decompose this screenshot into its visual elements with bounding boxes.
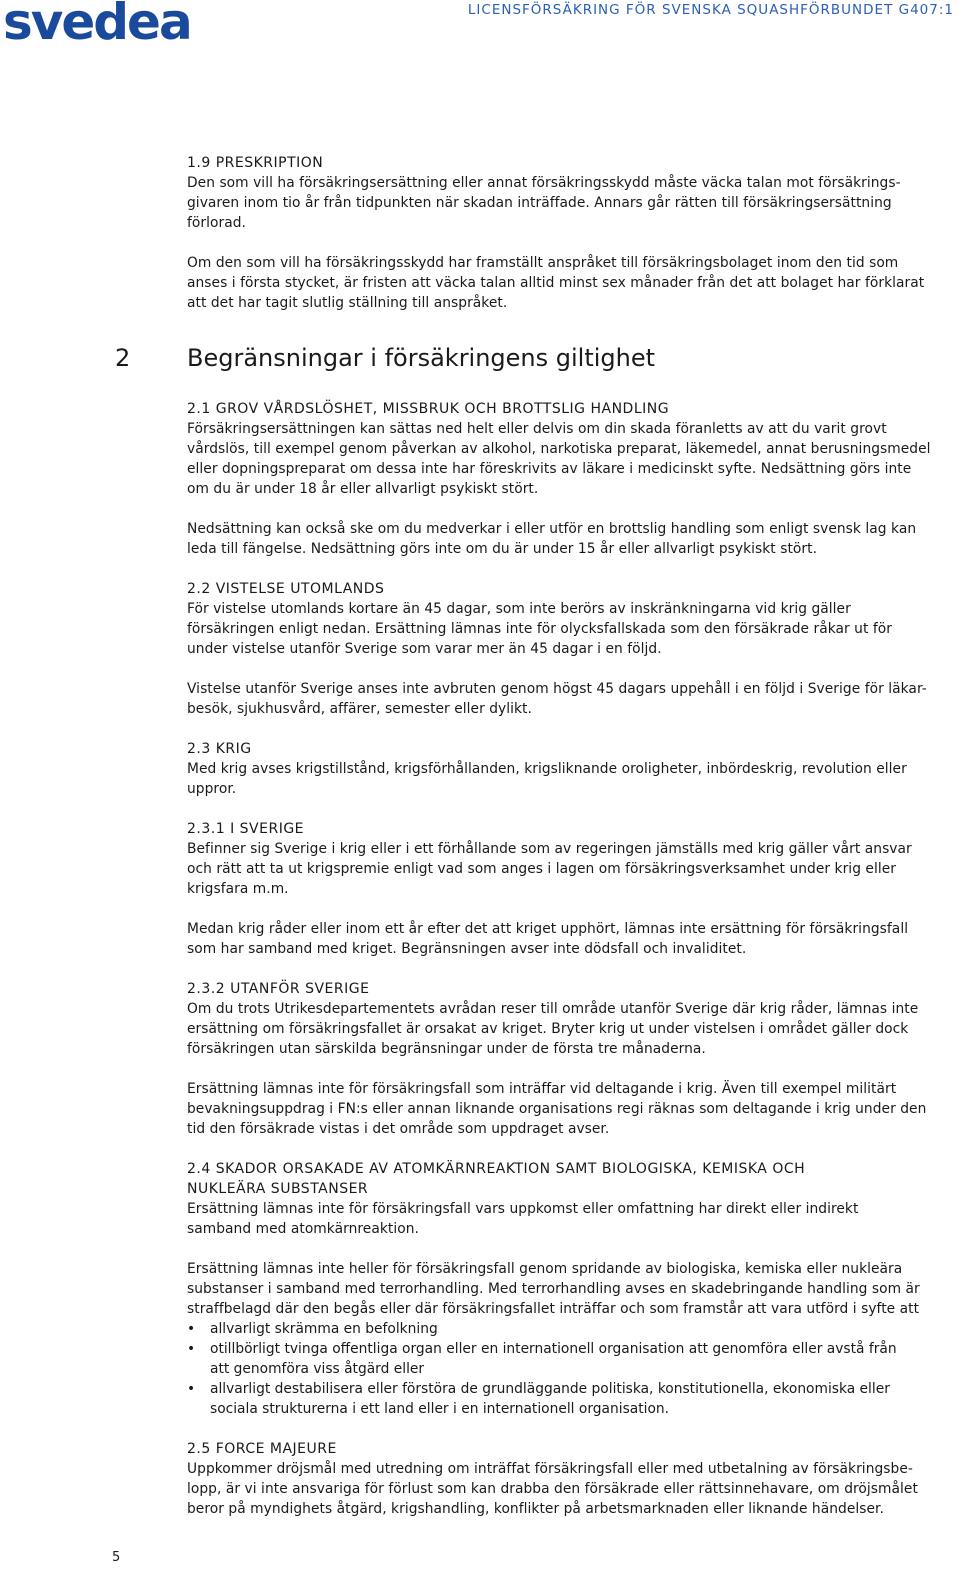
chapter-number: 2 (115, 344, 131, 372)
bullet-icon: • (187, 1341, 196, 1357)
paragraph (187, 759, 947, 799)
text-line: Ersättning lämnas inte heller för försäkringsfall genom spridande av biologiska, kemiska eller nukleära (187, 1261, 903, 1277)
section-heading-2-3: 2.3 KRIG (187, 741, 252, 757)
svedea-logo: svedea (3, 0, 191, 51)
section-heading-2-3-2: 2.3.2 UTANFÖR SVERIGE (187, 981, 370, 997)
text-line: och rätt att ta ut krigspremie enligt vad som anges i lagen om försäkringsverksamhet under krig eller (187, 861, 896, 877)
text-line: Vistelse utanför Sverige anses inte avbruten genom högst 45 dagars uppehåll i en följd i Sverige för läkar- (187, 681, 927, 697)
text-line: Medan krig råder eller inom ett år efter det att kriget upphört, lämnas inte ersättning för försäkringsfall (187, 921, 909, 937)
paragraph (187, 1199, 947, 1239)
paragraph (187, 419, 947, 499)
text-line: Ersättning lämnas inte för försäkringsfall vars uppkomst eller omfattning har direkt eller indirekt (187, 1201, 859, 1217)
document-body (115, 153, 947, 1519)
text-line: tid den försäkrade vistas i det område som uppdraget avser. (187, 1121, 610, 1137)
text-line: som har samband med kriget. Begränsningen avser inte dödsfall och invaliditet. (187, 941, 747, 957)
section-heading-1-9: 1.9 PRESKRIPTION (187, 155, 324, 171)
text-line: förlorad. (187, 215, 246, 231)
text-line: Den som vill ha försäkringsersättning eller annat försäkringsskydd måste väcka talan mot försäkrings- (187, 175, 901, 191)
section-heading-2-1: 2.1 GROV VÅRDSLÖSHET, MISSBRUK OCH BROTTSLIG HANDLING (187, 401, 670, 417)
chapter-heading (115, 341, 947, 375)
text-line: under vistelse utanför Sverige som varar mer än 45 dagar i en följd. (187, 641, 662, 657)
chapter-title: Begränsningar i försäkringens giltighet (187, 344, 656, 372)
list-item (187, 1339, 947, 1379)
text-line: substanser i samband med terrorhandling. Med terrorhandling avses en skadebringande handling som är (187, 1281, 920, 1297)
paragraph (187, 1259, 947, 1319)
text-line: sociala strukturerna i ett land eller i en internationell organisation. (210, 1401, 670, 1417)
text-line: beror på myndighets åtgärd, krigshandling, konflikter på arbetsmarknaden eller liknande händelser. (187, 1501, 884, 1517)
text-line: samband med atomkärnreaktion. (187, 1221, 419, 1237)
text-line: Om du trots Utrikesdepartementets avrådan reser till område utanför Sverige där krig råder, lämnas inte (187, 1001, 919, 1017)
text-line: För vistelse utomlands kortare än 45 dagar, som inte berörs av inskränkningarna vid krig gäller (187, 601, 851, 617)
list-item (187, 1379, 947, 1419)
paragraph (187, 599, 947, 659)
text-line: besök, sjukhusvård, affärer, semester eller dylikt. (187, 701, 532, 717)
text-line: givaren inom tio år från tidpunkten när skadan inträffade. Annars går rätten till försäkringsersättning (187, 195, 892, 211)
text-line: krigsfara m.m. (187, 881, 289, 897)
paragraph (187, 1459, 947, 1519)
list-item (187, 1319, 947, 1339)
text-line: Med krig avses krigstillstånd, krigsförhållanden, krigsliknande oroligheter, inbördeskrig, revolution eller (187, 761, 907, 777)
text-line: Ersättning lämnas inte för försäkringsfall som inträffar vid deltagande i krig. Även till exempel militärt (187, 1081, 897, 1097)
section-heading-2-4 (187, 1159, 947, 1199)
text-line: allvarligt destabilisera eller förstöra de grundläggande politiska, konstitutionella, ekonomiska eller (210, 1381, 890, 1397)
bullet-list (187, 1319, 947, 1419)
paragraph (187, 839, 947, 899)
text-line: om du är under 18 år eller allvarligt psykiskt stört. (187, 481, 539, 497)
text-line: Om den som vill ha försäkringsskydd har framställt anspråket till försäkringsbolaget inom den tid som (187, 255, 899, 271)
paragraph (187, 999, 947, 1059)
text-line: Befinner sig Sverige i krig eller i ett förhållande som av regeringen jämställs med krig gäller vårt ansvar (187, 841, 912, 857)
bullet-icon: • (187, 1321, 196, 1337)
text-line: Nedsättning kan också ske om du medverkar i eller utför en brottslig handling som enligt svensk lag kan (187, 521, 917, 537)
paragraph (187, 919, 947, 959)
text-line: lopp, är vi inte ansvariga för förlust som kan drabba den försäkrade eller rättsinnehavare, om dröjsmålet (187, 1481, 918, 1497)
paragraph (187, 519, 947, 559)
text-line: Försäkringsersättningen kan sättas ned helt eller delvis om din skada föranletts av att du varit grovt (187, 421, 887, 437)
paragraph (187, 1079, 947, 1139)
text-line: bevakningsuppdrag i FN:s eller annan liknande organisations regi räknas som deltagande i krig under den (187, 1101, 927, 1117)
text-line: ersättning om försäkringsfallet är orsakat av kriget. Bryter krig ut under vistelsen i området gäller dock (187, 1021, 909, 1037)
section-heading-2-3-1: 2.3.1 I SVERIGE (187, 821, 305, 837)
text-line: straffbelagd där den begås eller där försäkringsfallet inträffar och som framstår att vara utförd i syfte att (187, 1301, 920, 1317)
text-line: vårdslös, till exempel genom påverkan av alkohol, narkotiska preparat, läkemedel, annat berusningsmedel (187, 441, 931, 457)
section-heading-2-5: 2.5 FORCE MAJEURE (187, 1441, 337, 1457)
text-line: uppror. (187, 781, 237, 797)
text-line: att genomföra viss åtgärd eller (210, 1361, 425, 1377)
paragraph (187, 253, 947, 313)
heading-line: NUKLEÄRA SUBSTANSER (187, 1181, 369, 1197)
text-line: otillbörligt tvinga offentliga organ eller en internationell organisation att genomföra eller avstå från (210, 1341, 897, 1357)
text-line: anses i första stycket, är fristen att väcka talan alltid minst sex månader från det att bolaget har förklarat (187, 275, 925, 291)
text-line: försäkringen utan särskilda begränsningar under de första tre månaderna. (187, 1041, 706, 1057)
text-line: leda till fängelse. Nedsättning görs inte om du är under 15 år eller allvarligt psykiskt stört. (187, 541, 818, 557)
section-heading-2-2: 2.2 VISTELSE UTOMLANDS (187, 581, 385, 597)
text-line: allvarligt skrämma en befolkning (210, 1321, 438, 1337)
page-number: 5 (112, 1550, 121, 1565)
paragraph (187, 173, 947, 233)
text-line: Uppkommer dröjsmål med utredning om inträffat försäkringsfall eller med utbetalning av försäkringsbe- (187, 1461, 913, 1477)
text-line: eller dopningspreparat om dessa inte har föreskrivits av läkare i medicinskt syfte. Nedsättning görs inte (187, 461, 912, 477)
heading-line: 2.4 SKADOR ORSAKADE AV ATOMKÄRNREAKTION SAMT BIOLOGISKA, KEMISKA OCH (187, 1161, 806, 1177)
bullet-icon: • (187, 1381, 196, 1397)
document-header-title: LICENSFÖRSÄKRING FÖR SVENSKA SQUASHFÖRBUNDET G407:1 (467, 2, 954, 18)
paragraph (187, 679, 947, 719)
text-line: att det har tagit slutlig ställning till anspråket. (187, 295, 508, 311)
text-line: försäkringen enligt nedan. Ersättning lämnas inte för olycksfallskada som den försäkrade råkar ut för (187, 621, 892, 637)
